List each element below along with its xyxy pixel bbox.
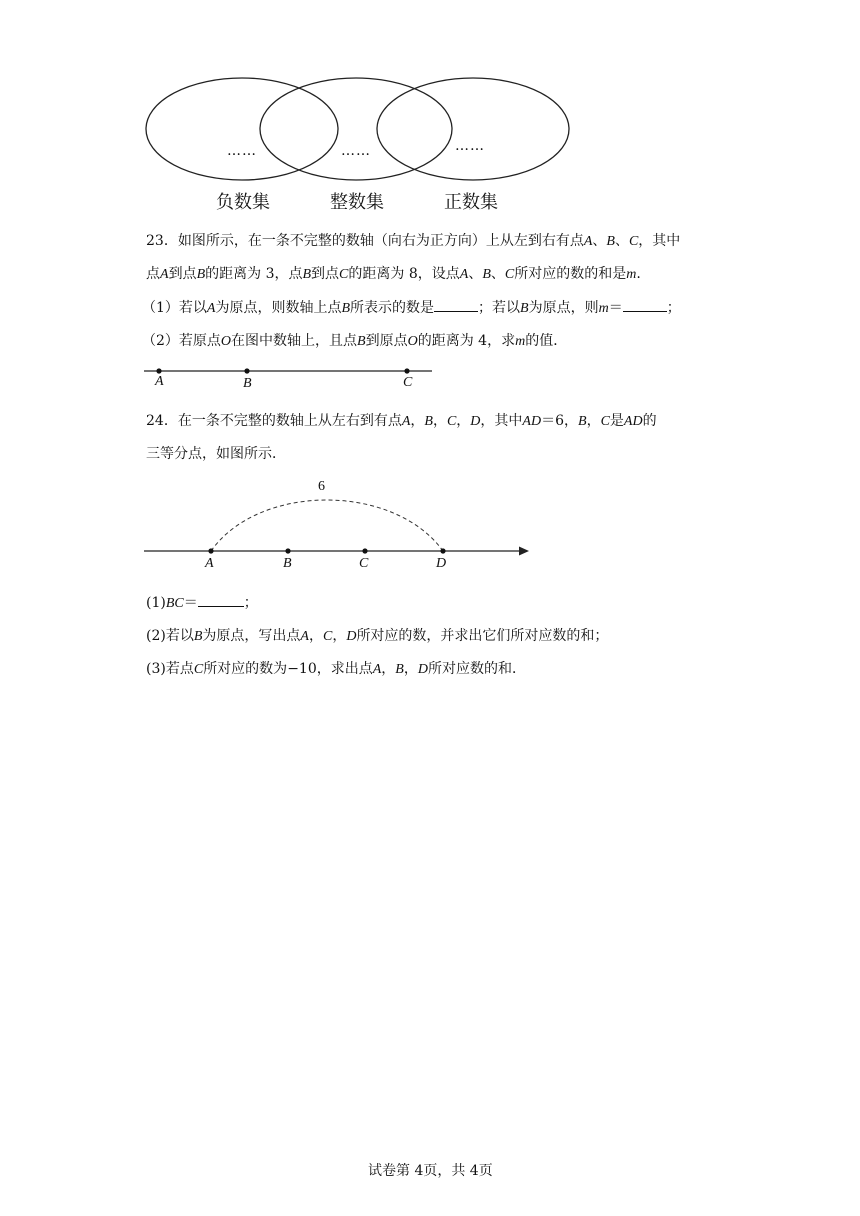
q24-var: AD <box>623 414 643 429</box>
q23-var: B <box>302 267 312 282</box>
q23-text: 的距离为 3，点 <box>205 266 303 282</box>
q24-var: B <box>424 414 433 429</box>
q23-sub-2 <box>142 331 567 352</box>
q23-var: B <box>341 301 351 316</box>
q24-text: ， <box>456 413 471 429</box>
q23-text: ； <box>666 300 681 316</box>
q24-text: ， <box>432 413 447 429</box>
q24-number-line <box>144 478 536 562</box>
q24-var: B <box>395 662 404 677</box>
q23-text: 、 <box>490 266 505 282</box>
q23-text: ＝ <box>608 300 623 316</box>
q24-sub-1 <box>146 592 258 614</box>
q24-sub-2 <box>146 626 608 647</box>
q23-line-2 <box>146 264 641 285</box>
q23-text: 所对应的数的和是 <box>514 266 627 282</box>
q24-text: 所对应的数为 <box>203 661 288 677</box>
q23-text: 、 <box>592 233 607 249</box>
q24-var: BC <box>165 596 184 611</box>
positive-set-ellipse <box>377 78 569 180</box>
q24-text: ，其中 <box>480 413 523 429</box>
q23-text: 的距离为 4，求 <box>417 333 516 349</box>
q23-var: C <box>339 267 349 282</box>
q24-text: ，求出点 <box>316 661 373 677</box>
q24-text: ； <box>243 595 258 611</box>
q23-var: B <box>606 234 615 249</box>
q24-point-a <box>208 548 213 553</box>
q24-text: ， <box>586 413 601 429</box>
q24-text: ＝ <box>183 595 198 611</box>
q23-var: A <box>459 267 469 282</box>
q24-point-c <box>362 548 367 553</box>
q24-text: (2)若以 <box>146 628 194 644</box>
q24-text: (1) <box>146 595 166 611</box>
venn-diagram <box>140 74 580 184</box>
q24-text: ＝6， <box>541 413 579 429</box>
q23-text: 到点 <box>311 266 340 282</box>
q24-number: 24． <box>146 413 178 429</box>
q24-line-1 <box>146 411 657 432</box>
q24-var: D <box>417 662 428 677</box>
q23-text: 如图所示，在一条不完整的数轴（向右为正方向）上从左到右有点 <box>177 233 584 249</box>
q24-text: 是 <box>609 413 624 429</box>
q24-text: ， <box>308 628 323 644</box>
q24-text: 为原点，写出点 <box>202 628 301 644</box>
q24-line-2: 三等分点，如图所示． <box>146 446 286 462</box>
q23-label-c: C <box>403 375 413 390</box>
q24-text: (3)若点 <box>146 661 194 677</box>
venn-label-positive: 正数集 <box>444 192 498 213</box>
q23-point-a <box>156 368 161 373</box>
q24-value: −10 <box>287 661 317 677</box>
q24-sub-3 <box>146 659 526 680</box>
q23-var: A <box>160 267 169 282</box>
q23-text: 的值． <box>525 333 568 349</box>
q23-var: m <box>598 301 609 316</box>
q23-label-b: B <box>243 376 252 391</box>
q24-arc-label: 6 <box>318 479 325 494</box>
q24-answer-blank[interactable] <box>198 592 244 607</box>
q24-label-a: A <box>205 556 214 571</box>
q23-text: . <box>636 266 641 282</box>
q23-line-1 <box>146 231 680 252</box>
q23-number: 23． <box>146 233 178 249</box>
q23-var: B <box>357 334 366 349</box>
q24-label-b: B <box>283 556 292 571</box>
q24-var: B <box>193 629 203 644</box>
q23-answer-blank-1[interactable] <box>434 297 478 312</box>
negative-set-ellipse <box>146 78 338 180</box>
q24-var: A <box>372 662 382 677</box>
q24-text: 的 <box>642 413 657 429</box>
q23-text: 点 <box>146 266 160 282</box>
q23-var: C <box>628 234 639 249</box>
q23-sub-1 <box>142 297 681 319</box>
venn-label-negative: 负数集 <box>216 192 270 213</box>
venn-dots-positive: …… <box>455 138 485 154</box>
q23-text: 、 <box>614 233 629 249</box>
q24-var: B <box>578 414 587 429</box>
q24-text: 所对应的数，并求出它们所对应数的和； <box>356 628 609 644</box>
q24-text: ， <box>410 413 425 429</box>
integer-set-ellipse <box>260 78 452 180</box>
q24-var: C <box>193 662 204 677</box>
q23-text: 在图中数轴上，且点 <box>231 333 358 349</box>
venn-dots-integer: …… <box>341 143 371 159</box>
q23-label-a: A <box>155 374 164 389</box>
q23-var: A <box>206 301 216 316</box>
venn-dots-negative: …… <box>227 143 257 159</box>
q23-text: ；若以 <box>478 300 521 316</box>
q23-text: 到原点 <box>365 333 408 349</box>
q23-text: 、 <box>468 266 483 282</box>
q24-label-c: C <box>359 556 369 571</box>
q24-point-d <box>440 548 445 553</box>
q23-text: 为原点，则 <box>528 300 599 316</box>
q23-point-c <box>404 368 409 373</box>
q23-var: B <box>482 267 491 282</box>
q23-answer-blank-2[interactable] <box>623 297 667 312</box>
venn-label-integer: 整数集 <box>330 192 384 213</box>
q24-point-b <box>285 548 290 553</box>
q23-text: 为原点，则数轴上点 <box>215 300 342 316</box>
q23-var: O <box>407 334 418 349</box>
q24-var: C <box>322 629 333 644</box>
q23-text: 所表示的数是 <box>350 300 435 316</box>
q24-text: ， <box>332 628 347 644</box>
q23-var: O <box>220 334 232 349</box>
q24-text: 在一条不完整的数轴上从左右到有点 <box>177 413 402 429</box>
q24-text: ， <box>381 661 396 677</box>
q24-var: A <box>401 414 411 429</box>
q24-var: D <box>346 629 357 644</box>
page-footer: 试卷第 4页，共 4页 <box>368 1163 493 1179</box>
q23-point-b <box>244 368 249 373</box>
q24-var: A <box>300 629 309 644</box>
q24-text: 所对应数的和． <box>427 661 526 677</box>
q23-var: m <box>626 267 637 282</box>
q24-dashed-arc <box>211 500 443 551</box>
q23-text: 的距离为 8，设点 <box>348 266 460 282</box>
q24-axis-arrow <box>519 547 529 556</box>
q23-var: B <box>520 301 529 316</box>
q24-var: AD <box>522 414 542 429</box>
q23-text: 到点 <box>168 266 197 282</box>
q24-label-d: D <box>436 556 447 571</box>
q23-text: （2）若原点 <box>142 333 221 349</box>
q23-var: A <box>583 234 593 249</box>
q23-var: B <box>196 267 206 282</box>
q24-var: C <box>446 414 457 429</box>
q24-var: C <box>600 414 610 429</box>
q23-text: （1）若以 <box>142 300 207 316</box>
q23-var: C <box>504 267 515 282</box>
q23-number-line <box>144 364 436 380</box>
q23-var: m <box>515 334 526 349</box>
q24-var: D <box>470 414 481 429</box>
q24-text: ， <box>403 661 418 677</box>
q23-text: ，其中 <box>638 233 681 249</box>
